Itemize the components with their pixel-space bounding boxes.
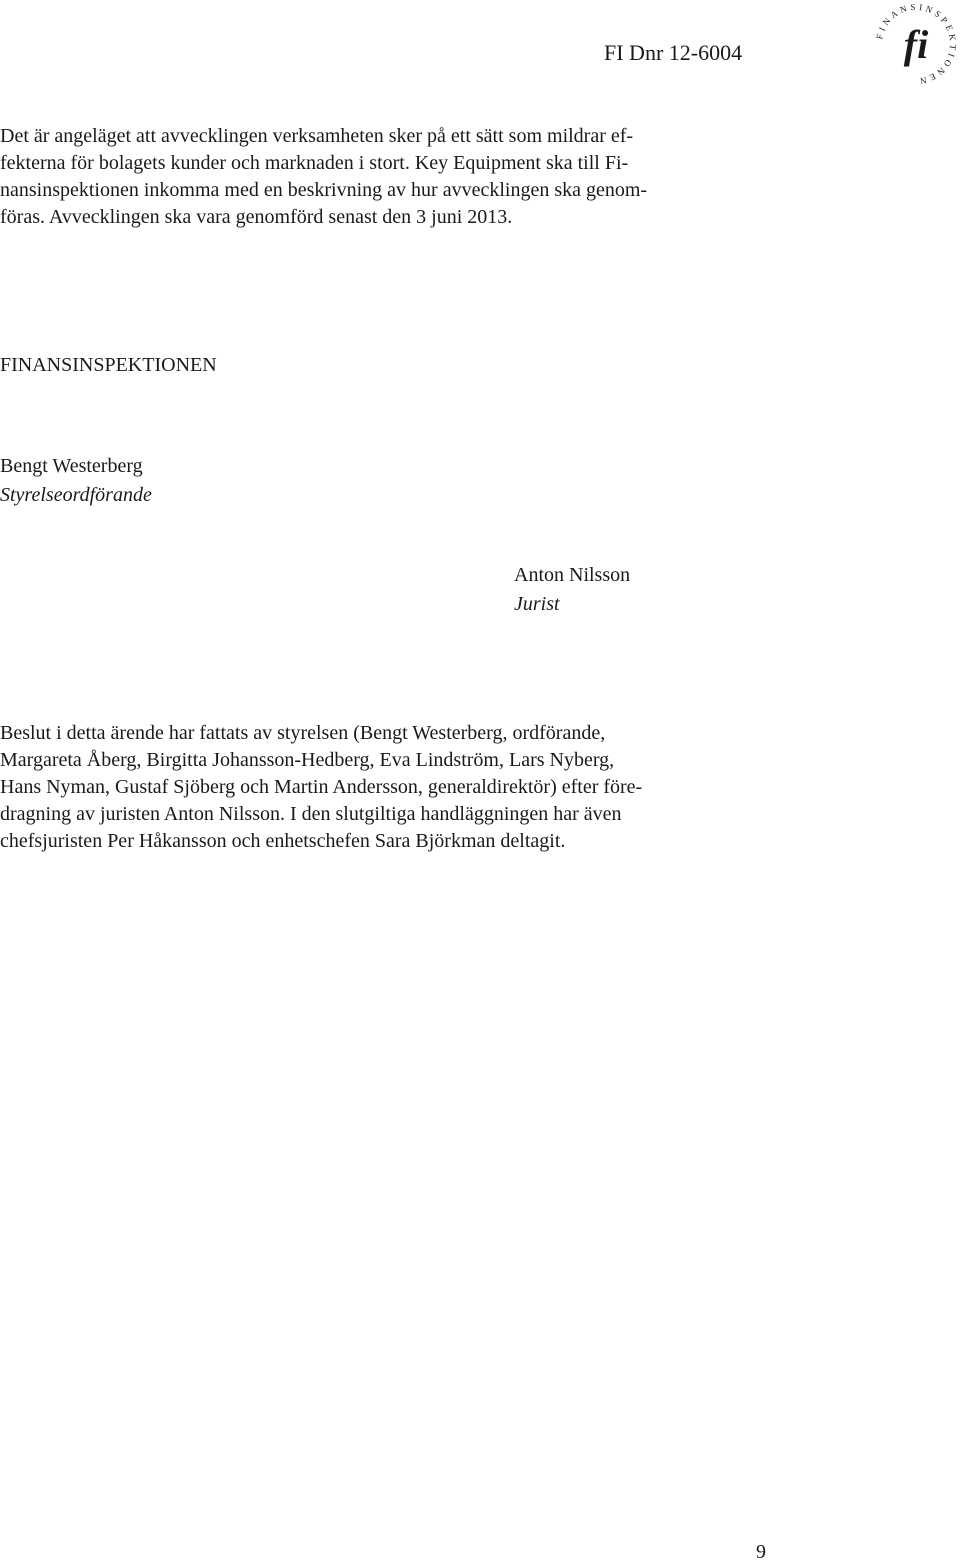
signer-name: Anton Nilsson xyxy=(514,564,631,586)
text-line: Margareta Åberg, Birgitta Johansson-Hedberg, Eva Lindström, Lars Nyberg, xyxy=(0,749,615,771)
fi-logo-icon xyxy=(872,0,960,88)
signer-title: Styrelseordförande xyxy=(0,484,152,506)
text-line: chefsjuristen Per Håkansson och enhetschefen Sara Björkman deltagit. xyxy=(0,830,566,852)
text-line: Det är angeläget att avvecklingen verksamheten sker på ett sätt som mildrar ef- xyxy=(0,125,634,147)
page-number: 9 xyxy=(756,1541,766,1563)
text-line: fekterna för bolagets kunder och marknaden i stort. Key Equipment ska till Fi- xyxy=(0,152,629,174)
signature-block-chair xyxy=(0,452,152,510)
signer-name: Bengt Westerberg xyxy=(0,455,143,477)
text-line: nansinspektionen inkomma med en beskrivning av hur avvecklingen ska genom- xyxy=(0,179,648,201)
svg-text:FINANSINSPEKTIONEN: FINANSINSPEKTIONEN xyxy=(874,1,959,87)
document-reference: FI Dnr 12-6004 xyxy=(604,40,743,65)
organization-name: FINANSINSPEKTIONEN xyxy=(0,354,217,376)
svg-text:fi: fi xyxy=(903,22,929,67)
text-line: föras. Avvecklingen ska vara genomförd senast den 3 juni 2013. xyxy=(0,206,513,228)
paragraph-decision-makers xyxy=(0,720,790,855)
text-line: dragning av juristen Anton Nilsson. I den slutgiltiga handläggningen har även xyxy=(0,803,622,825)
text-line: Beslut i detta ärende har fattats av styrelsen (Bengt Westerberg, ordförande, xyxy=(0,722,606,744)
signature-block-lawyer xyxy=(514,561,630,619)
text-line: Hans Nyman, Gustaf Sjöberg och Martin Andersson, generaldirektör) efter före- xyxy=(0,776,643,798)
paragraph-winding-up xyxy=(0,123,790,231)
signer-title: Jurist xyxy=(514,593,560,615)
